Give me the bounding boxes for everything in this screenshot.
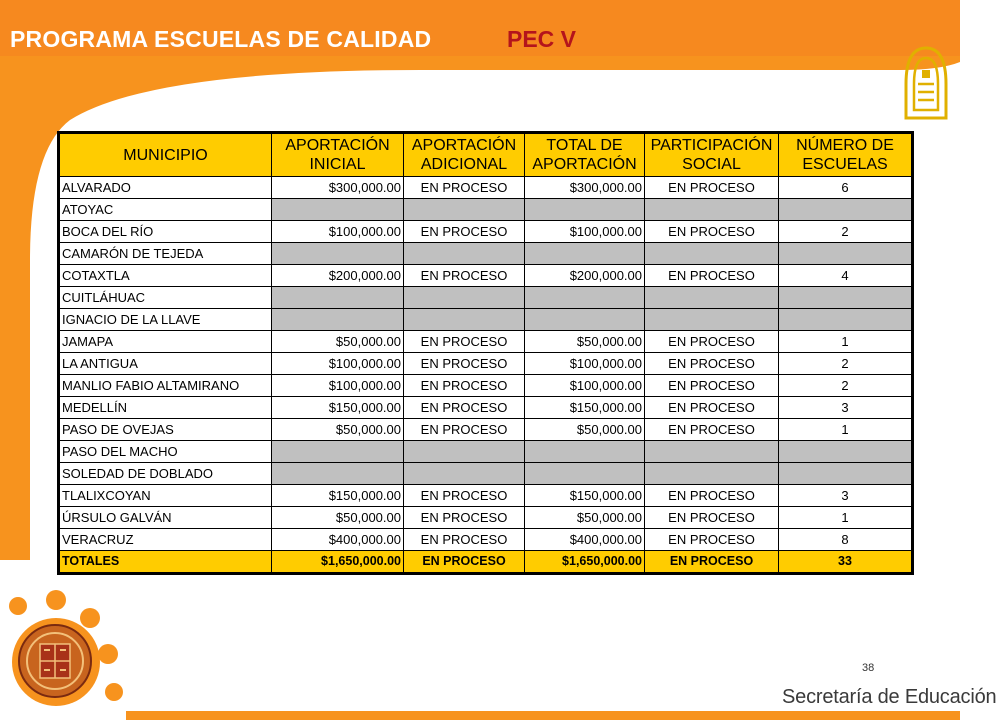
- cell-municipio: TLALIXCOYAN: [60, 485, 272, 507]
- cell-social: [645, 441, 779, 463]
- cell-social: [645, 243, 779, 265]
- table-row: [60, 353, 912, 375]
- table-row: [60, 397, 912, 419]
- table-header-row: [60, 134, 912, 177]
- cell-municipio: ALVARADO: [60, 177, 272, 199]
- cell-escuelas: [779, 463, 912, 485]
- funding-table-container: [57, 131, 914, 575]
- cell-municipio: BOCA DEL RÍO: [60, 221, 272, 243]
- totals-row: [60, 551, 912, 573]
- table-row: [60, 419, 912, 441]
- cell-escuelas: [779, 309, 912, 331]
- cell-municipio: MEDELLÍN: [60, 397, 272, 419]
- cell-municipio: VERACRUZ: [60, 529, 272, 551]
- cell-social: EN PROCESO: [645, 507, 779, 529]
- column-header-municipio: MUNICIPIO: [60, 134, 272, 177]
- footer-bar: [126, 711, 960, 720]
- cell-adicional: EN PROCESO: [404, 419, 525, 441]
- cell-inicial: $150,000.00: [272, 397, 404, 419]
- cell-adicional: EN PROCESO: [404, 331, 525, 353]
- table-row: [60, 243, 912, 265]
- cell-social: [645, 463, 779, 485]
- cell-total: $150,000.00: [525, 397, 645, 419]
- total-cell-adicional: EN PROCESO: [404, 551, 525, 573]
- cell-total: $200,000.00: [525, 265, 645, 287]
- cell-adicional: [404, 309, 525, 331]
- cell-escuelas: 6: [779, 177, 912, 199]
- page-number: 38: [862, 662, 875, 674]
- cell-adicional: EN PROCESO: [404, 507, 525, 529]
- table-row: [60, 177, 912, 199]
- cell-escuelas: [779, 287, 912, 309]
- cell-municipio: COTAXTLA: [60, 265, 272, 287]
- cell-adicional: EN PROCESO: [404, 375, 525, 397]
- cell-inicial: $200,000.00: [272, 265, 404, 287]
- cell-inicial: [272, 287, 404, 309]
- cell-adicional: EN PROCESO: [404, 265, 525, 287]
- cell-total: $100,000.00: [525, 353, 645, 375]
- cell-municipio: MANLIO FABIO ALTAMIRANO: [60, 375, 272, 397]
- cell-escuelas: [779, 199, 912, 221]
- cell-social: EN PROCESO: [645, 221, 779, 243]
- cell-municipio: ATOYAC: [60, 199, 272, 221]
- cell-adicional: [404, 243, 525, 265]
- cell-adicional: [404, 199, 525, 221]
- cell-municipio: PASO DEL MACHO: [60, 441, 272, 463]
- cell-social: EN PROCESO: [645, 419, 779, 441]
- cell-adicional: EN PROCESO: [404, 485, 525, 507]
- cell-escuelas: 8: [779, 529, 912, 551]
- column-header-total-aportacion: TOTAL DE APORTACIÓN: [525, 134, 645, 177]
- cell-social: EN PROCESO: [645, 331, 779, 353]
- cell-social: [645, 287, 779, 309]
- cell-escuelas: [779, 243, 912, 265]
- cell-adicional: [404, 287, 525, 309]
- table-row: [60, 331, 912, 353]
- cell-inicial: $100,000.00: [272, 353, 404, 375]
- cell-total: $300,000.00: [525, 177, 645, 199]
- table-row: [60, 199, 912, 221]
- cell-social: EN PROCESO: [645, 265, 779, 287]
- total-cell-inicial: $1,650,000.00: [272, 551, 404, 573]
- cell-inicial: $50,000.00: [272, 331, 404, 353]
- cell-total: $400,000.00: [525, 529, 645, 551]
- cell-adicional: EN PROCESO: [404, 529, 525, 551]
- cell-inicial: [272, 199, 404, 221]
- cell-municipio: IGNACIO DE LA LLAVE: [60, 309, 272, 331]
- cell-total: [525, 309, 645, 331]
- cell-social: EN PROCESO: [645, 397, 779, 419]
- cell-escuelas: 2: [779, 353, 912, 375]
- cell-social: EN PROCESO: [645, 529, 779, 551]
- cell-escuelas: 3: [779, 485, 912, 507]
- cell-inicial: $100,000.00: [272, 221, 404, 243]
- table-body: [60, 177, 912, 573]
- cell-municipio: PASO DE OVEJAS: [60, 419, 272, 441]
- cell-escuelas: 3: [779, 397, 912, 419]
- cell-escuelas: [779, 441, 912, 463]
- total-cell-total: $1,650,000.00: [525, 551, 645, 573]
- cell-total: [525, 243, 645, 265]
- cell-social: EN PROCESO: [645, 485, 779, 507]
- cell-total: [525, 287, 645, 309]
- cell-total: [525, 463, 645, 485]
- cell-social: [645, 199, 779, 221]
- cell-social: EN PROCESO: [645, 375, 779, 397]
- cell-adicional: EN PROCESO: [404, 221, 525, 243]
- cell-adicional: EN PROCESO: [404, 353, 525, 375]
- cell-inicial: [272, 463, 404, 485]
- cell-escuelas: 1: [779, 507, 912, 529]
- table-row: [60, 441, 912, 463]
- cell-inicial: $150,000.00: [272, 485, 404, 507]
- pec-logo-icon: [900, 44, 952, 124]
- cell-social: [645, 309, 779, 331]
- cell-municipio: JAMAPA: [60, 331, 272, 353]
- table-row: [60, 507, 912, 529]
- cell-inicial: $50,000.00: [272, 507, 404, 529]
- cell-adicional: EN PROCESO: [404, 397, 525, 419]
- table-row: [60, 529, 912, 551]
- cell-total: [525, 199, 645, 221]
- cell-municipio: CUITLÁHUAC: [60, 287, 272, 309]
- cell-inicial: [272, 243, 404, 265]
- cell-inicial: $400,000.00: [272, 529, 404, 551]
- cell-inicial: $100,000.00: [272, 375, 404, 397]
- state-seal-icon: [16, 622, 94, 700]
- total-cell-social: EN PROCESO: [645, 551, 779, 573]
- cell-inicial: $300,000.00: [272, 177, 404, 199]
- cell-adicional: [404, 441, 525, 463]
- cell-municipio: ÚRSULO GALVÁN: [60, 507, 272, 529]
- footer-secretaria-label: Secretaría de Educación: [782, 686, 996, 708]
- cell-total: $100,000.00: [525, 375, 645, 397]
- table-row: [60, 375, 912, 397]
- table-row: [60, 309, 912, 331]
- cell-inicial: [272, 309, 404, 331]
- table-row: [60, 221, 912, 243]
- cell-municipio: LA ANTIGUA: [60, 353, 272, 375]
- column-header-numero-escuelas: NÚMERO DE ESCUELAS: [779, 134, 912, 177]
- page-title: PROGRAMA ESCUELAS DE CALIDAD: [10, 26, 432, 52]
- cell-adicional: EN PROCESO: [404, 177, 525, 199]
- cell-total: $150,000.00: [525, 485, 645, 507]
- table-row: [60, 463, 912, 485]
- cell-municipio: SOLEDAD DE DOBLADO: [60, 463, 272, 485]
- total-cell-escuelas: 33: [779, 551, 912, 573]
- cell-social: EN PROCESO: [645, 353, 779, 375]
- cell-total: $50,000.00: [525, 331, 645, 353]
- cell-escuelas: 1: [779, 419, 912, 441]
- cell-total: $100,000.00: [525, 221, 645, 243]
- cell-inicial: $50,000.00: [272, 419, 404, 441]
- page-subtitle: PEC V: [507, 26, 577, 52]
- total-cell-municipio: TOTALES: [60, 551, 272, 573]
- cell-municipio: CAMARÓN DE TEJEDA: [60, 243, 272, 265]
- column-header-aportacion-adicional: APORTACIÓN ADICIONAL: [404, 134, 525, 177]
- cell-total: $50,000.00: [525, 419, 645, 441]
- cell-escuelas: 2: [779, 221, 912, 243]
- cell-escuelas: 2: [779, 375, 912, 397]
- table-row: [60, 265, 912, 287]
- cell-social: EN PROCESO: [645, 177, 779, 199]
- cell-escuelas: 4: [779, 265, 912, 287]
- column-header-aportacion-inicial: APORTACIÓN INICIAL: [272, 134, 404, 177]
- funding-table: [59, 133, 912, 573]
- cell-inicial: [272, 441, 404, 463]
- table-row: [60, 485, 912, 507]
- cell-total: $50,000.00: [525, 507, 645, 529]
- cell-escuelas: 1: [779, 331, 912, 353]
- table-row: [60, 287, 912, 309]
- cell-total: [525, 441, 645, 463]
- column-header-participacion-social: PARTICIPACIÓN SOCIAL: [645, 134, 779, 177]
- cell-adicional: [404, 463, 525, 485]
